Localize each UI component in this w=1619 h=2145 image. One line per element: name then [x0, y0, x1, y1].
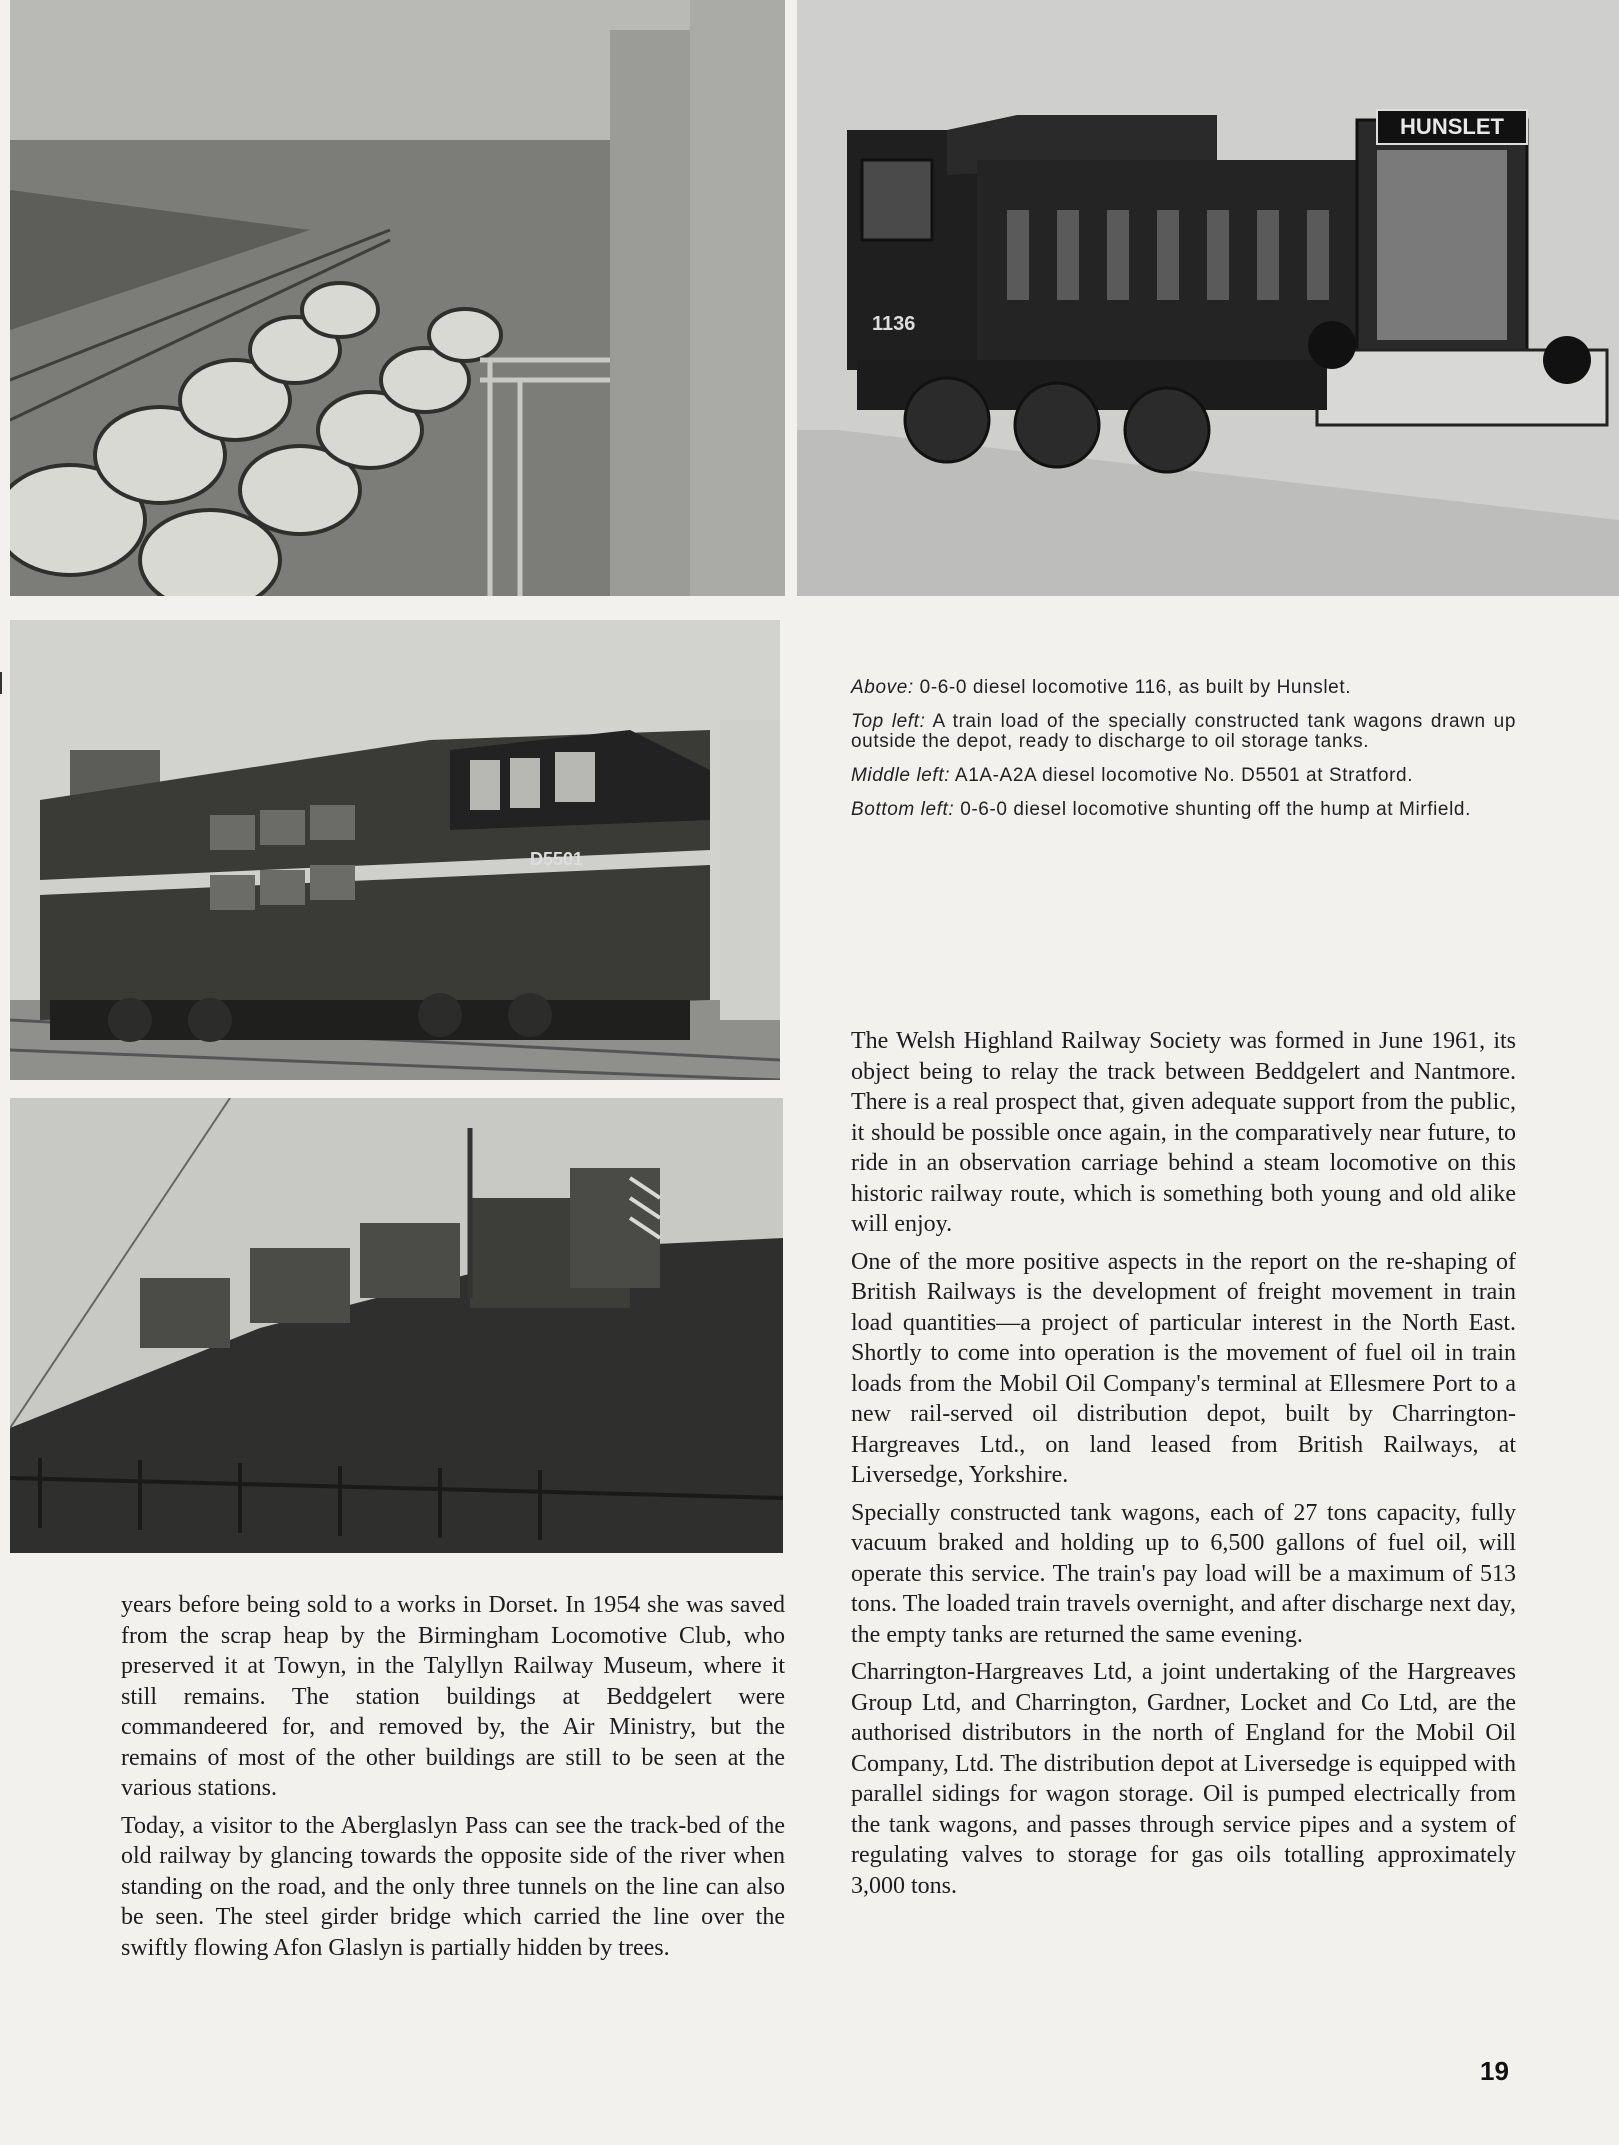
page-number: 19	[1480, 2056, 1509, 2086]
photo-shunting-mirfield	[10, 1098, 783, 1553]
paragraph: The Welsh Highland Railway Society was formed in June 1961, its object being to relay the track between Beddgelert and Nantmore. There is a real prospect that, given adequate support from the public, it should be possible once again, in the comparatively near future, to ride in an observation carriage behind a steam locomotive on this historic railway route, which is something both young and old alike will enjoy.	[851, 1028, 1516, 1237]
paragraph: Today, a visitor to the Aberglaslyn Pass can see the track-bed of the old railway by glancing towards the opposite side of the river when standing on the road, and the only three tunnels on the line can also be seen. The steel girder bridge which carried the line over the swiftly flowing Afon Glaslyn is partially hidden by trees.	[121, 1812, 785, 1961]
photo-hunslet-locomotive	[797, 0, 1619, 596]
paragraph: Charrington-Hargreaves Ltd, a joint undertaking of the Hargreaves Group Ltd, and Charrington, Gardner, Locket and Co Ltd, are the authorised distributors in the north of England for the Mobil Oil Company, Ltd. The distribution depot at Liversedge is equipped with parallel sidings for wagon storage. Oil is pumped electrically from the tank wagons, and passes through service pipes and a system of regulating valves to storage for gas oils totalling approximately 3,000 tons.	[851, 1659, 1516, 1899]
caption-middle-left: Middle left: A1A-A2A diesel locomotive No. D5501 at Stratford.	[851, 765, 1414, 786]
d5501-number-text: D5501	[530, 849, 584, 869]
paragraph: Specially constructed tank wagons, each of 27 tons capacity, fully vacuum braked and holding up to 6,500 gallons of fuel oil, will operate this service. The train's pay load will be a maximum of 513 tons. The loaded train travels overnight, and after discharge next day, the empty tanks are returned the same evening.	[851, 1499, 1516, 1648]
photo-d5501-locomotive	[10, 620, 780, 1080]
photo-captions	[851, 678, 1516, 834]
left-text-column	[121, 1590, 785, 1970]
paragraph: years before being sold to a works in Dorset. In 1954 she was saved from the scrap heap by the Birmingham Locomotive Club, who preserved it at Towyn, in the Talyllyn Railway Museum, where it still remains. The station buildings at Beddgelert were commandeered for, and removed by, the Air Ministry, but the remains of most of the other buildings are still to be seen at the various stations.	[121, 1592, 785, 1801]
hunslet-plate-text: HUNSLET	[1400, 114, 1504, 139]
caption-bottom-left: Bottom left: 0-6-0 diesel locomotive shunting off the hump at Mirfield.	[851, 799, 1471, 820]
caption-top-left: Top left: A train load of the specially constructed tank wagons drawn up outside the depot, ready to discharge to oil storage tanks.	[851, 711, 1516, 752]
right-text-column	[851, 1026, 1516, 1908]
paragraph: One of the more positive aspects in the report on the re-shaping of British Railways is the development of freight movement in train load quantities—a project of particular interest in the North East. Shortly to come into operation is the movement of fuel oil in train loads from the Mobil Oil Company's terminal at Ellesmere Port to a new rail-served oil distribution depot, built by Charrington-Hargreaves Ltd., on land leased from British Railways, at Liversedge, Yorkshire.	[851, 1248, 1516, 1488]
photo-tank-wagons	[10, 0, 785, 596]
caption-above: Above: 0-6-0 diesel locomotive 116, as built by Hunslet.	[851, 677, 1352, 698]
hunslet-number-text: 1136	[872, 313, 916, 335]
margin-mark	[0, 672, 2, 694]
